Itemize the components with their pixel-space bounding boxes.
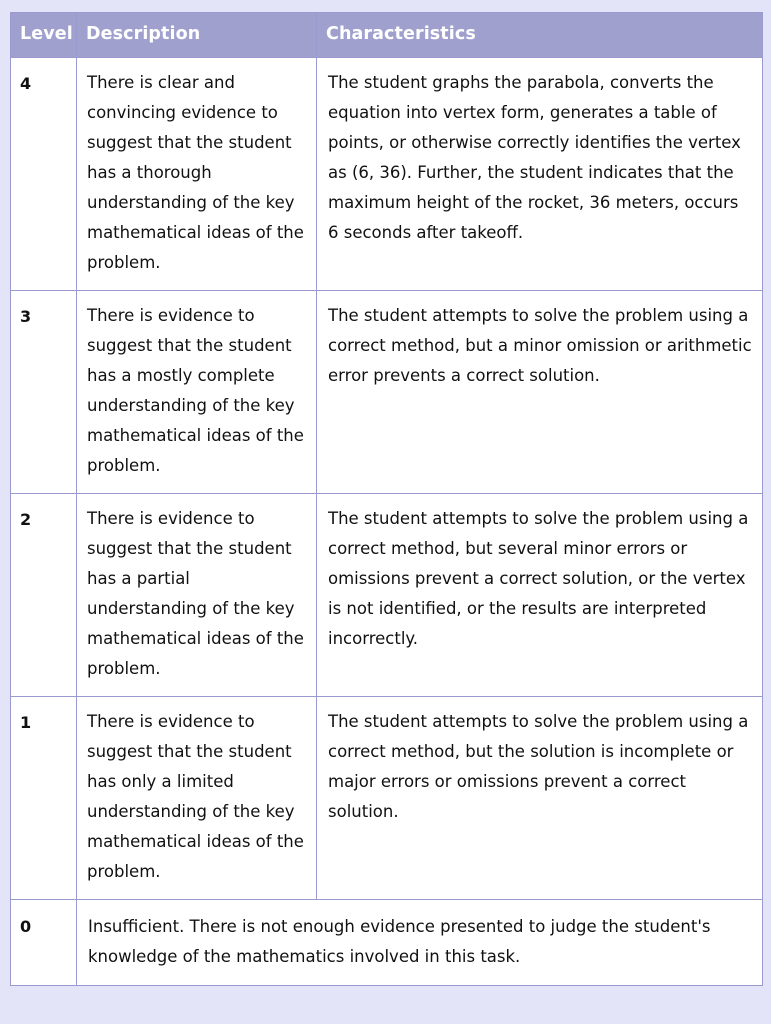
level-value: 0 (11, 900, 77, 986)
scoring-rubric-table (10, 12, 763, 986)
header-row (11, 13, 763, 58)
level-value: 3 (11, 291, 77, 494)
characteristics-value: The student graphs the parabola, converts the equation into vertex form, generates a table of points, or otherwise correctly identifies the vertex as (6, 36). Further, the student indicates that the maximum height of the rocket, 36 meters, occurs 6 seconds after takeoff. (317, 58, 763, 291)
description-value: There is evidence to suggest that the student has a partial understanding of the key mathematical ideas of the problem. (77, 494, 317, 697)
level-value: 4 (11, 58, 77, 291)
characteristics-value: The student attempts to solve the problem using a correct method, but several minor errors or omissions prevent a correct solution, or the vertex is not identified, or the results are interpreted incorrectly. (317, 494, 763, 697)
description-value: There is evidence to suggest that the student has only a limited understanding of the key mathematical ideas of the problem. (77, 697, 317, 900)
table-body (11, 58, 763, 986)
description-value: Insufficient. There is not enough evidence presented to judge the student's knowledge of the mathematics involved in this task. (77, 900, 763, 986)
characteristics-value: The student attempts to solve the problem using a correct method, but a minor omission or arithmetic error prevents a correct solution. (317, 291, 763, 494)
level-value: 1 (11, 697, 77, 900)
table-row (11, 58, 763, 291)
level-value: 2 (11, 494, 77, 697)
column-header-characteristics: Characteristics (317, 13, 763, 58)
column-header-description: Description (77, 13, 317, 58)
column-header-level: Level (11, 13, 77, 58)
description-value: There is clear and convincing evidence to suggest that the student has a thorough understanding of the key mathematical ideas of the problem. (77, 58, 317, 291)
table-header (11, 13, 763, 58)
table-row (11, 900, 763, 986)
description-value: There is evidence to suggest that the student has a mostly complete understanding of the key mathematical ideas of the problem. (77, 291, 317, 494)
table-row (11, 494, 763, 697)
table-row (11, 291, 763, 494)
table-row (11, 697, 763, 900)
characteristics-value: The student attempts to solve the problem using a correct method, but the solution is incomplete or major errors or omissions prevent a correct solution. (317, 697, 763, 900)
